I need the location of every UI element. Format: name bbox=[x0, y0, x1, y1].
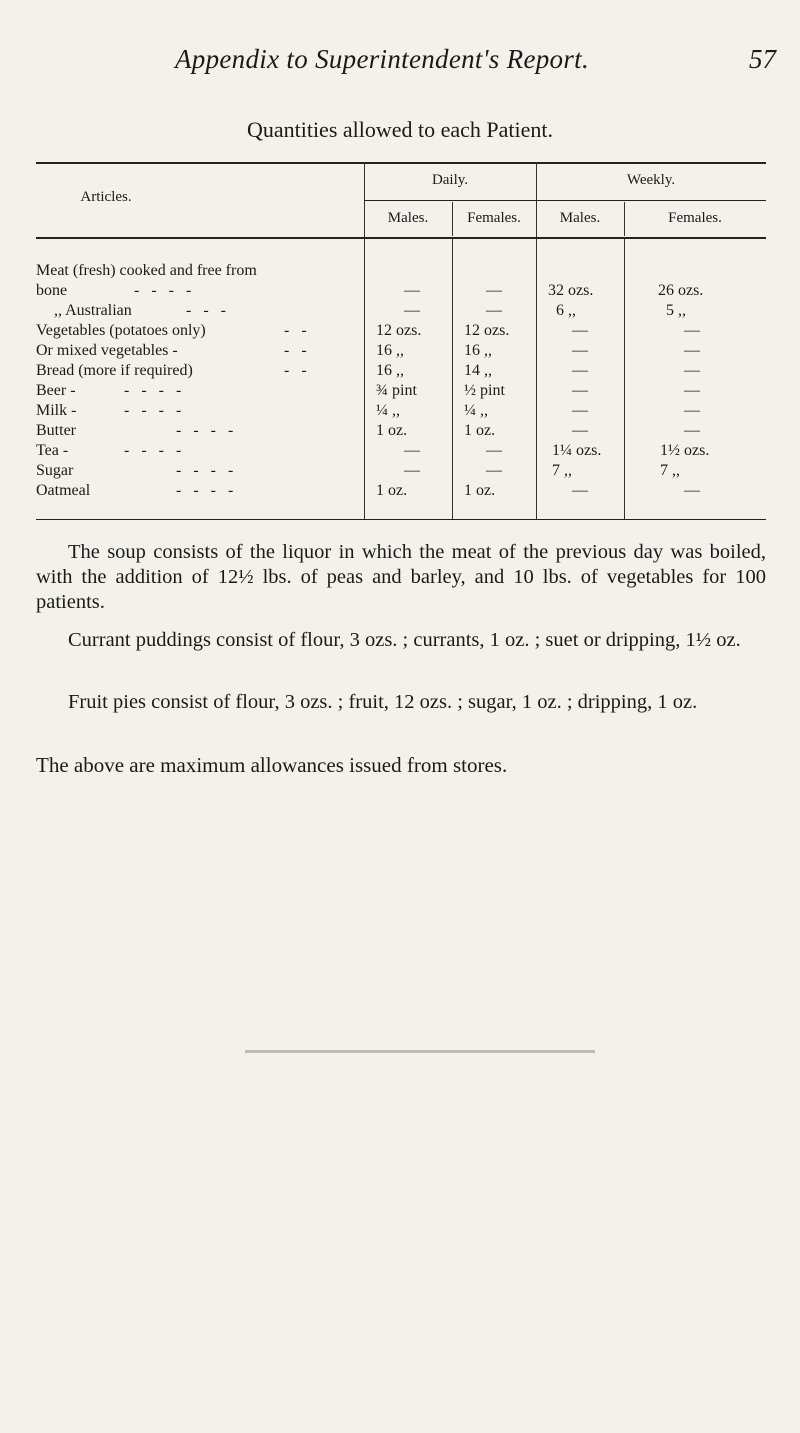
leader-dots: - - - - bbox=[176, 422, 234, 439]
weekly-females-value: — bbox=[684, 402, 700, 419]
weekly-females-value: — bbox=[684, 322, 700, 339]
article-label: Milk - bbox=[36, 402, 77, 419]
table-top-rule bbox=[36, 162, 766, 164]
daily-males-value: — bbox=[404, 442, 420, 459]
leader-dots: - - - - bbox=[124, 442, 182, 459]
header-daily-males: Males. bbox=[387, 210, 429, 226]
leader-dots: - - - - bbox=[134, 282, 192, 299]
leader-dots: - - - - bbox=[176, 462, 234, 479]
weekly-males-value: 1¼ ozs. bbox=[552, 442, 602, 459]
daily-males-value: ¾ pint bbox=[376, 382, 417, 399]
weekly-females-value: 5 ,, bbox=[666, 302, 686, 319]
group-heading-rule bbox=[364, 200, 766, 201]
article-label: Vegetables (potatoes only) bbox=[36, 322, 206, 339]
daily-females-value: ½ pint bbox=[464, 382, 505, 399]
weekly-females-value: 7 ,, bbox=[660, 462, 680, 479]
header-weekly-females: Females. bbox=[668, 210, 722, 226]
daily-males-value: 16 ,, bbox=[376, 362, 404, 379]
header-bottom-rule bbox=[36, 237, 766, 239]
weekly-females-value: — bbox=[684, 422, 700, 439]
weekly-males-value: — bbox=[572, 422, 588, 439]
col-divider-weekly-body bbox=[624, 239, 625, 520]
article-label: Beer - bbox=[36, 382, 76, 399]
daily-females-value: ¼ ,, bbox=[464, 402, 488, 419]
weekly-females-value: — bbox=[684, 342, 700, 359]
article-label: Oatmeal bbox=[36, 482, 91, 499]
leader-dots: - - bbox=[284, 342, 307, 359]
article-label: ,, Australian bbox=[54, 302, 132, 319]
daily-females-value: 1 oz. bbox=[464, 482, 496, 499]
weekly-females-value: 26 ozs. bbox=[658, 282, 704, 299]
leader-dots: - - - - bbox=[124, 402, 182, 419]
weekly-females-value: 1½ ozs. bbox=[660, 442, 710, 459]
pies-text: Fruit pies consist of flour, 3 ozs. ; fruit, 12 ozs. ; sugar, 1 oz. ; dripping, 1 oz. bbox=[68, 691, 698, 713]
header-articles: Articles. bbox=[80, 189, 132, 205]
leader-dots: - - bbox=[284, 322, 307, 339]
puddings-paragraph bbox=[36, 628, 766, 653]
weekly-females-value: — bbox=[684, 382, 700, 399]
daily-females-value: 16 ,, bbox=[464, 342, 492, 359]
weekly-males-value: 7 ,, bbox=[552, 462, 572, 479]
header-weekly-males: Males. bbox=[559, 210, 601, 226]
soup-paragraph bbox=[36, 540, 766, 615]
weekly-males-value: — bbox=[572, 362, 588, 379]
daily-males-value: 1 oz. bbox=[376, 482, 408, 499]
article-label: Bread (more if required) bbox=[36, 362, 193, 379]
weekly-males-value: — bbox=[572, 322, 588, 339]
running-header bbox=[0, 44, 800, 84]
weekly-males-value: 32 ozs. bbox=[548, 282, 594, 299]
weekly-males-value: — bbox=[572, 382, 588, 399]
allowances-text: The above are maximum allowances issued from stores. bbox=[36, 753, 508, 777]
daily-females-value: — bbox=[486, 302, 502, 319]
daily-males-value: ¼ ,, bbox=[376, 402, 400, 419]
allowances-note bbox=[36, 753, 766, 778]
weekly-males-value: — bbox=[572, 482, 588, 499]
soup-text: The soup consists of the liquor in which the meat of the previous day was boiled, with the addition of 12½ lbs. of peas and barley, and 10 lbs. of vegetables for 100 patients. bbox=[36, 541, 766, 613]
daily-females-value: — bbox=[486, 462, 502, 479]
daily-females-value: — bbox=[486, 282, 502, 299]
article-label: Sugar bbox=[36, 462, 74, 479]
article-label: Or mixed vegetables - bbox=[36, 342, 178, 359]
daily-females-value: 14 ,, bbox=[464, 362, 492, 379]
weekly-males-value: 6 ,, bbox=[556, 302, 576, 319]
article-label: bone bbox=[36, 282, 68, 299]
daily-males-value: — bbox=[404, 462, 420, 479]
header-daily: Daily. bbox=[431, 172, 469, 188]
puddings-text: Currant puddings consist of flour, 3 ozs. ; currants, 1 oz. ; suet or dripping, 1½ oz. bbox=[68, 629, 741, 651]
daily-males-value: — bbox=[404, 302, 420, 319]
allowance-table bbox=[36, 162, 766, 520]
weekly-females-value: — bbox=[684, 482, 700, 499]
table-title: Quantities allowed to each Patient. bbox=[246, 117, 554, 142]
pies-paragraph bbox=[36, 690, 766, 715]
daily-females-value: — bbox=[486, 442, 502, 459]
daily-females-value: 1 oz. bbox=[464, 422, 496, 439]
weekly-males-value: — bbox=[572, 402, 588, 419]
show-through-line bbox=[245, 1050, 595, 1053]
page-number: 57 bbox=[749, 44, 776, 74]
weekly-females-value: — bbox=[684, 362, 700, 379]
col-divider-daily-body bbox=[452, 239, 453, 520]
header-weekly: Weekly. bbox=[626, 172, 676, 188]
leader-dots: - - bbox=[284, 362, 307, 379]
daily-males-value: 1 oz. bbox=[376, 422, 408, 439]
daily-males-value: — bbox=[404, 282, 420, 299]
article-label: Tea - bbox=[36, 442, 69, 459]
weekly-males-value: — bbox=[572, 342, 588, 359]
daily-males-value: 16 ,, bbox=[376, 342, 404, 359]
daily-males-value: 12 ozs. bbox=[376, 322, 422, 339]
article-label-line1: Meat (fresh) cooked and free from bbox=[36, 262, 257, 279]
leader-dots: - - - bbox=[186, 302, 226, 319]
leader-dots: - - - - bbox=[176, 482, 234, 499]
table-bottom-rule bbox=[36, 519, 766, 520]
daily-females-value: 12 ozs. bbox=[464, 322, 510, 339]
header-daily-females: Females. bbox=[467, 210, 521, 226]
article-label: Butter bbox=[36, 422, 76, 439]
leader-dots: - - - - bbox=[124, 382, 182, 399]
running-title: Appendix to Superintendent's Report. bbox=[175, 44, 589, 74]
